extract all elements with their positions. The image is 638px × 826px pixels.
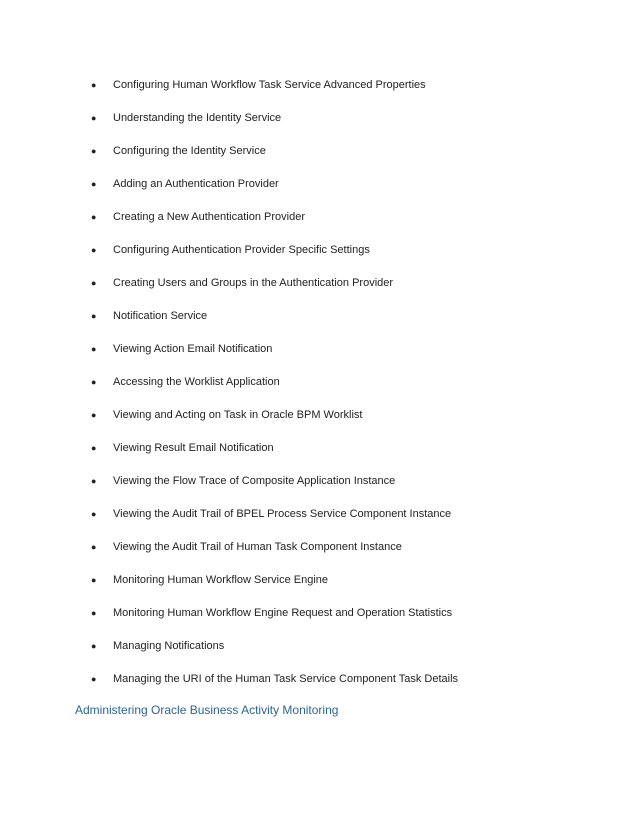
list-item	[0, 407, 638, 440]
bullet-icon: ●	[91, 80, 97, 90]
list-item-text: Viewing the Flow Trace of Composite Application Instance	[113, 475, 396, 487]
bullet-icon: ●	[91, 212, 97, 222]
list-item-text: Accessing the Worklist Application	[113, 376, 280, 388]
list-item-text: Viewing and Acting on Task in Oracle BPM Worklist	[113, 409, 363, 421]
bullet-icon: ●	[91, 377, 97, 387]
bullet-icon: ●	[91, 443, 97, 453]
list-item	[0, 242, 638, 275]
list-item	[0, 638, 638, 671]
bullet-icon: ●	[91, 674, 97, 684]
list-item-text: Configuring Authentication Provider Specific Settings	[113, 244, 370, 256]
list-item	[0, 209, 638, 242]
list-item-text: Monitoring Human Workflow Service Engine	[113, 574, 328, 586]
list-item-text: Configuring the Identity Service	[113, 145, 266, 157]
list-item-text: Creating a New Authentication Provider	[113, 211, 305, 223]
list-item-text: Managing the URI of the Human Task Service Component Task Details	[113, 673, 459, 685]
list-item	[0, 176, 638, 209]
list-item	[0, 308, 638, 341]
list-item-text: Managing Notifications	[113, 640, 225, 652]
list-item-text: Understanding the Identity Service	[113, 112, 282, 124]
topic-bullet-list	[0, 77, 638, 704]
list-item	[0, 341, 638, 374]
list-item-text: Viewing Action Email Notification	[113, 343, 273, 355]
bullet-icon: ●	[91, 278, 97, 288]
list-item	[0, 671, 638, 704]
list-item-text: Notification Service	[113, 310, 208, 322]
list-item	[0, 572, 638, 605]
bullet-icon: ●	[91, 542, 97, 552]
list-item	[0, 77, 638, 110]
list-item	[0, 143, 638, 176]
list-item	[0, 440, 638, 473]
list-item-text: Viewing the Audit Trail of Human Task Component Instance	[113, 541, 402, 553]
bullet-icon: ●	[91, 245, 97, 255]
list-item-text: Viewing Result Email Notification	[113, 442, 274, 454]
bullet-icon: ●	[91, 179, 97, 189]
list-item	[0, 506, 638, 539]
list-item-text: Viewing the Audit Trail of BPEL Process Service Component Instance	[113, 508, 452, 520]
list-item-text: Configuring Human Workflow Task Service Advanced Properties	[113, 79, 426, 91]
bullet-icon: ●	[91, 146, 97, 156]
bullet-icon: ●	[91, 410, 97, 420]
bullet-icon: ●	[91, 641, 97, 651]
list-item-text: Monitoring Human Workflow Engine Request and Operation Statistics	[113, 607, 453, 619]
list-item-text: Creating Users and Groups in the Authentication Provider	[113, 277, 394, 289]
list-item	[0, 275, 638, 308]
bullet-icon: ●	[91, 509, 97, 519]
bullet-icon: ●	[91, 344, 97, 354]
bullet-icon: ●	[91, 575, 97, 585]
bullet-icon: ●	[91, 113, 97, 123]
list-item	[0, 605, 638, 638]
list-item	[0, 374, 638, 407]
list-item	[0, 110, 638, 143]
bullet-icon: ●	[91, 311, 97, 321]
list-item	[0, 473, 638, 506]
bullet-icon: ●	[91, 476, 97, 486]
section-heading-link[interactable]: Administering Oracle Business Activity Monitoring	[75, 703, 339, 717]
list-item-text: Adding an Authentication Provider	[113, 178, 279, 190]
bullet-icon: ●	[91, 608, 97, 618]
list-item	[0, 539, 638, 572]
